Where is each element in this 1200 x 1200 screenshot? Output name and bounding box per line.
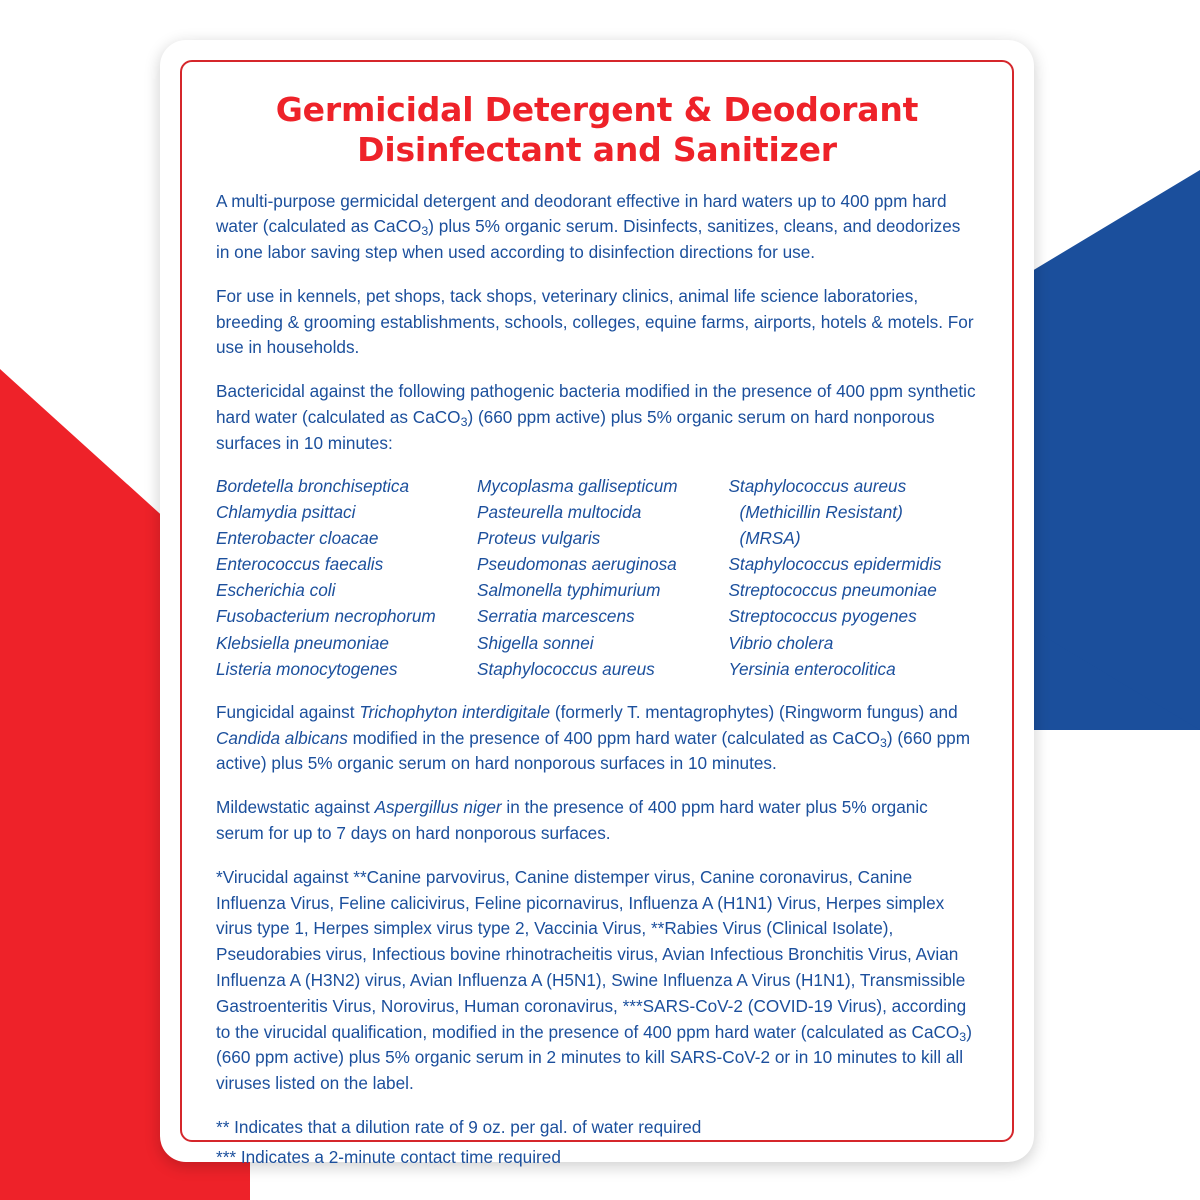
list-item: Streptococcus pneumoniae	[728, 580, 937, 601]
footnote-contact-time: *** Indicates a 2-minute contact time required	[216, 1146, 561, 1167]
virucidal-text-b: ) (660 ppm active) plus 5% organic serum in 2 minutes to kill SARS-CoV-2 or in 10 minutes to kill all viruses listed on the label.	[216, 1021, 972, 1094]
organism-column-3	[728, 473, 978, 682]
title-line-2: Disinfectant and Sanitizer	[357, 130, 837, 170]
paragraph-mildewstatic	[216, 795, 978, 847]
paragraph-bactericidal	[216, 379, 978, 456]
organism-list	[216, 473, 978, 682]
fungicidal-text-4: ) (660 ppm active) plus 5% organic serum on hard nonporous surfaces in 10 minutes.	[216, 727, 971, 774]
virucidal-text-a: *Virucidal against **Canine parvovirus, Canine distemper virus, Canine coronavirus, Canine Influenza Virus, Feline calicivirus, Feline picornavirus, Influenza A (H1N1) Virus, Herpes simplex virus type 1, Herpes simplex virus type 2, Vaccinia Virus, **Rabies Virus (Clinical Isolate), Pseudorabies virus, Infectious bovine rhinotracheitis virus, Avian Infectious Bronchitis Virus, Avian Influenza A (H3N2) virus, Avian Influenza A (H5N1), Swine Influenza A Virus (H1N1), Transmissible Gastroenteritis Virus, Norovirus, Human coronavirus, ***SARS-CoV-2 (COVID-19 Virus), according to the virucidal qualification, modified in the presence of 400 ppm hard water (calculated as CaCO	[216, 866, 967, 1042]
paragraph-usage: For use in kennels, pet shops, tack shops, veterinary clinics, animal life science laboratories, breeding & grooming establishments, schools, colleges, equine farms, airports, hotels & motels. For use in households.	[216, 285, 974, 358]
list-item: Shigella sonnei	[477, 632, 594, 653]
bactericidal-text-a: Bactericidal against the following pathogenic bacteria modified in the presence of 400 ppm synthetic hard water (calculated as CaCO	[216, 381, 976, 428]
list-item: Salmonella typhimurium	[477, 580, 661, 601]
organism-column-2	[477, 473, 728, 682]
list-item: Enterococcus faecalis	[216, 554, 384, 575]
list-item: Chlamydia psittaci	[216, 501, 356, 522]
paragraph-intro	[216, 189, 978, 266]
list-item: Bordetella bronchiseptica	[216, 475, 409, 496]
list-item: Pasteurella multocida	[477, 501, 642, 522]
label-border-frame	[180, 60, 1014, 1167]
list-item: Serratia marcescens	[477, 606, 635, 627]
fungicidal-organism-1: Trichophyton interdigitale	[359, 701, 551, 722]
list-item: Staphylococcus aureus	[477, 658, 655, 679]
list-item: (Methicillin Resistant)	[739, 501, 903, 522]
list-item: Mycoplasma gallisepticum	[477, 475, 678, 496]
product-label-card	[160, 40, 1034, 1167]
page-title	[216, 90, 978, 171]
list-item: Proteus vulgaris	[477, 527, 601, 548]
fungicidal-organism-2: Candida albicans	[216, 727, 348, 748]
list-item: Yersinia enterocolitica	[728, 658, 896, 679]
fungicidal-text-2: (formerly T. mentagrophytes) (Ringworm fungus) and	[550, 701, 958, 722]
mildewstatic-organism: Aspergillus niger	[374, 797, 502, 818]
list-item: Escherichia coli	[216, 580, 336, 601]
paragraph-virucidal	[216, 865, 978, 1097]
intro-text-b: ) plus 5% organic serum. Disinfects, sanitizes, cleans, and deodorizes in one labor saving step when used according to disinfection directions for use.	[216, 216, 961, 263]
intro-text-a: A multi-purpose germicidal detergent and deodorant effective in hard waters up to 400 ppm hard water (calculated as CaCO	[216, 190, 947, 237]
list-item: Enterobacter cloacae	[216, 527, 379, 548]
list-item: Listeria monocytogenes	[216, 658, 398, 679]
list-item: Vibrio cholera	[728, 632, 834, 653]
intro-subscript: 3	[421, 224, 429, 239]
fungicidal-text-1: Fungicidal against	[216, 701, 360, 722]
list-item: Staphylococcus epidermidis	[728, 554, 942, 575]
footnote-dilution-rate: ** Indicates that a dilution rate of 9 oz. per gal. of water required	[216, 1116, 702, 1137]
organism-column-1	[216, 473, 477, 682]
list-item: Staphylococcus aureus	[728, 475, 907, 496]
list-item: Fusobacterium necrophorum	[216, 606, 436, 627]
mildewstatic-text-2: in the presence of 400 ppm hard water plus 5% organic serum for up to 7 days on hard nonporous surfaces.	[216, 797, 928, 843]
title-line-1: Germicidal Detergent & Deodorant	[275, 90, 919, 129]
list-item: Klebsiella pneumoniae	[216, 632, 389, 653]
bactericidal-subscript: 3	[460, 415, 468, 430]
paragraph-fungicidal	[216, 700, 978, 777]
mildewstatic-text-1: Mildewstatic against	[216, 797, 375, 818]
fungicidal-text-3: modified in the presence of 400 ppm hard water (calculated as CaCO	[347, 727, 881, 748]
list-item: (MRSA)	[739, 527, 801, 548]
list-item: Pseudomonas aeruginosa	[477, 554, 677, 575]
fungicidal-subscript: 3	[880, 735, 887, 750]
virucidal-subscript: 3	[959, 1029, 967, 1044]
list-item: Streptococcus pyogenes	[728, 606, 917, 627]
bactericidal-text-b: ) (660 ppm active) plus 5% organic serum on hard nonporous surfaces in 10 minutes:	[216, 407, 935, 453]
